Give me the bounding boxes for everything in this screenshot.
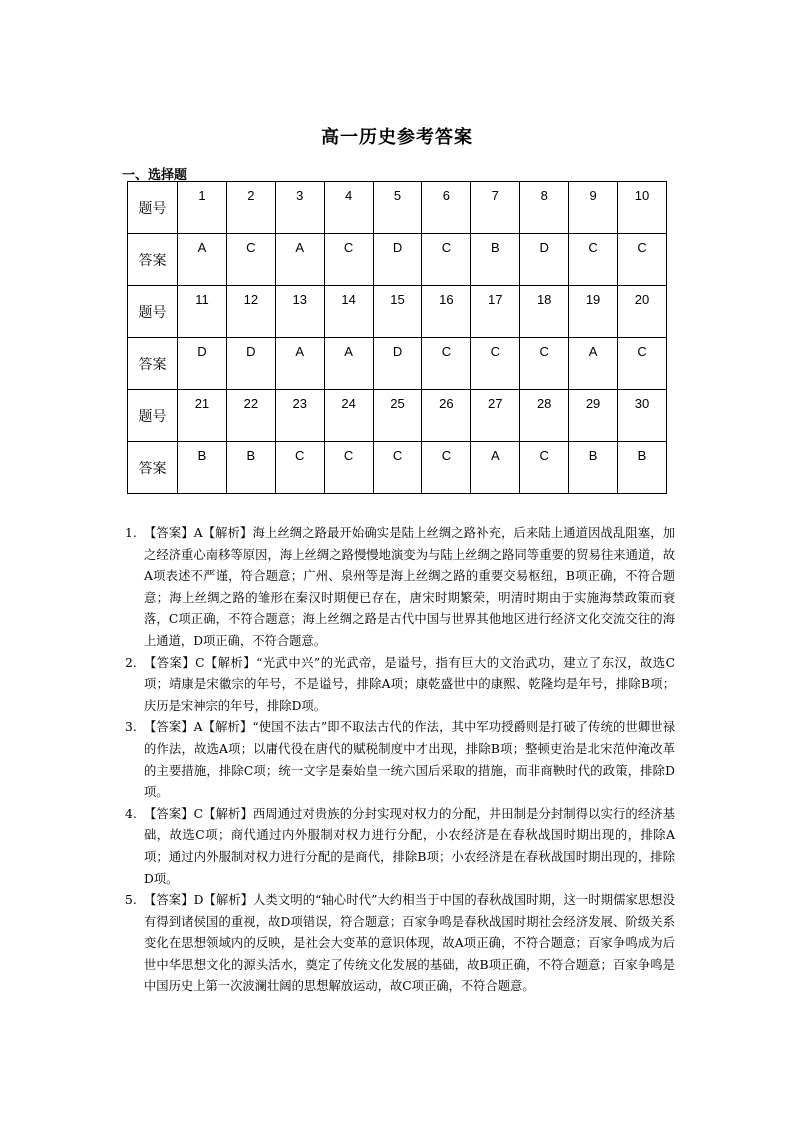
question-number: 21: [194, 396, 210, 411]
answer-cell: [618, 442, 667, 494]
question-number-cell: [178, 182, 227, 234]
question-number-cell: [569, 286, 618, 338]
explanation-number: 5.: [125, 893, 137, 908]
question-number-cell: [520, 390, 569, 442]
question-number: 9: [589, 188, 597, 203]
question-row-label: 题号: [128, 182, 178, 234]
answer-letter: C: [637, 344, 647, 359]
answer-cell: [422, 338, 471, 390]
answer-letter: C: [343, 240, 354, 255]
answer-letter: C: [441, 344, 452, 359]
answer-letter: D: [246, 344, 256, 359]
answer-cell: [471, 442, 520, 494]
question-number-cell: [618, 286, 667, 338]
question-number-cell: [618, 390, 667, 442]
explanation-item: [125, 717, 675, 803]
answer-cell: [569, 442, 618, 494]
question-number: 4: [345, 188, 353, 203]
answer-cell: [520, 338, 569, 390]
answer-cell: [178, 442, 227, 494]
question-number: 3: [296, 188, 304, 203]
question-number: 13: [292, 292, 307, 307]
answer-cell: [471, 234, 520, 286]
answer-letter: C: [392, 448, 403, 463]
answer-cell: [226, 234, 275, 286]
question-number-cell: [471, 390, 520, 442]
question-number: 25: [390, 396, 405, 411]
answer-letter: C: [637, 240, 647, 255]
question-number: 24: [341, 396, 356, 411]
question-number-cell: [226, 286, 275, 338]
explanation-item: [125, 890, 675, 998]
answer-letter: C: [539, 448, 549, 463]
answer-cell: [373, 338, 422, 390]
question-row-label: 题号: [128, 286, 178, 338]
question-number: 23: [292, 396, 307, 411]
answer-letter: A: [295, 344, 305, 359]
question-number-cell: [275, 286, 324, 338]
answer-cell: [422, 442, 471, 494]
question-number-cell: [422, 286, 471, 338]
answer-cell: [324, 442, 373, 494]
question-number-cell: [520, 286, 569, 338]
answer-cell: [275, 442, 324, 494]
question-number: 18: [536, 292, 552, 307]
answer-letter: C: [490, 344, 500, 359]
answer-row: [128, 442, 667, 494]
answer-row-label: 答案: [128, 338, 178, 390]
question-number: 5: [393, 188, 402, 203]
answer-letter: C: [295, 448, 305, 463]
question-row: [128, 286, 667, 338]
answer-cell: [520, 234, 569, 286]
answer-cell: [373, 234, 422, 286]
question-number: 28: [536, 396, 552, 411]
question-number-cell: [324, 390, 373, 442]
explanation-text: 【答案】A【解析】“使国不法古”即不取法古代的作法，其中军功授爵则是打破了传统的世卿世禄的作法，故选A项；以庸代役在唐代的赋税制度中才出现，排除B项；整顿吏治是北宋范仲淹改革的主要措施，排除C项；统一文字是秦始皇一统六国后采取的措施，而非商鞅时代的政策，排除D项。: [144, 720, 675, 800]
question-number: 1: [198, 188, 206, 203]
answer-letter: D: [197, 344, 207, 359]
answer-letter: B: [637, 448, 647, 463]
question-number-cell: [471, 286, 520, 338]
answer-letter: D: [392, 240, 403, 255]
question-number: 14: [341, 292, 356, 307]
question-number: 15: [390, 292, 405, 307]
answer-cell: [373, 442, 422, 494]
question-number-cell: [178, 390, 227, 442]
answer-letter: A: [197, 240, 207, 255]
question-number: 7: [491, 188, 499, 203]
answer-cell: [226, 338, 275, 390]
question-number-cell: [324, 182, 373, 234]
question-number-cell: [373, 182, 422, 234]
answer-letter: B: [588, 448, 598, 463]
section-heading: 一、选择题: [122, 168, 188, 183]
answer-cell: [275, 338, 324, 390]
answer-letter: C: [441, 448, 452, 463]
question-number-cell: [422, 390, 471, 442]
explanation-text: 【答案】A【解析】海上丝绸之路最开始确实是陆上丝绸之路补充，后来陆上通道因战乱阻塞，加之经济重心南移等原因，海上丝绸之路慢慢地演变为与陆上丝绸之路同等重要的贸易往来通道，故A项表述不严谨，符合题意；广州、泉州等是海上丝绸之路的重要交易枢纽，B项正确，不符合题意；海上丝绸之路的雏形在秦汉时期便已存在，唐宋时期繁荣，明清时期由于实施海禁政策而衰落，C项正确，不符合题意；海上丝绸之路是古代中国与世界其他地区进行经济文化交流交往的海上通道，D项正确，不符合题意。: [144, 526, 675, 648]
explanation-number: 1.: [125, 526, 137, 540]
question-number: 20: [634, 292, 650, 307]
question-number-cell: [520, 182, 569, 234]
question-number-cell: [373, 286, 422, 338]
question-number-cell: [422, 182, 471, 234]
question-number-cell: [569, 390, 618, 442]
answer-cell: [324, 234, 373, 286]
question-number: 11: [195, 292, 209, 307]
answer-letter: B: [246, 448, 256, 463]
explanation-item: [125, 523, 675, 653]
answer-cell: [520, 442, 569, 494]
question-number-cell: [471, 182, 520, 234]
answer-cell: [569, 234, 618, 286]
answer-table: [127, 181, 667, 494]
question-number: 8: [540, 188, 548, 203]
question-number: 17: [488, 292, 503, 307]
question-number: 22: [243, 396, 259, 411]
explanation-number: 2.: [125, 655, 137, 670]
answer-cell: [569, 338, 618, 390]
question-number: 30: [634, 396, 650, 411]
explanation-number: 3.: [125, 720, 137, 735]
question-row: [128, 182, 667, 234]
answer-letter: A: [490, 448, 500, 463]
answer-row: [128, 338, 667, 390]
question-number-cell: [275, 390, 324, 442]
question-number: 12: [243, 292, 259, 307]
question-number: 19: [585, 292, 601, 307]
question-number-cell: [618, 182, 667, 234]
answer-letter: D: [539, 240, 549, 255]
answer-letter: C: [246, 240, 256, 255]
answer-cell: [618, 338, 667, 390]
question-number: 16: [439, 292, 454, 307]
answer-row-label: 答案: [128, 234, 178, 286]
answer-cell: [275, 234, 324, 286]
question-number: 29: [585, 396, 601, 411]
explanation-list: [125, 523, 675, 998]
answer-letter: A: [344, 344, 353, 359]
answer-row: [128, 234, 667, 286]
answer-letter: B: [197, 448, 207, 463]
answer-row-label: 答案: [128, 442, 178, 494]
answer-cell: [226, 442, 275, 494]
question-number: 2: [247, 188, 255, 203]
question-number-cell: [178, 286, 227, 338]
question-number-cell: [226, 182, 275, 234]
question-number: 26: [439, 396, 454, 411]
question-number: 27: [488, 396, 503, 411]
explanation-item: [125, 804, 675, 890]
question-number-cell: [275, 182, 324, 234]
explanation-text: 【答案】C【解析】西周通过对贵族的分封实现对权力的分配，井田制是分封制得以实行的经济基础，故选C项；商代通过内外服制对权力进行分配，小农经济是在春秋战国时期出现的，排除A项；通过内外服制对权力进行分配的是商代，排除B项；小农经济是在春秋战国时期出现的，排除D项。: [144, 806, 675, 886]
explanation-text: 【答案】C【解析】“光武中兴”的光武帝，是谥号，指有巨大的文治武功，建立了东汉，故选C项；靖康是宋徽宗的年号，不是谥号，排除A项；康乾盛世中的康熙、乾隆均是年号，排除B项；庆历是宋神宗的年号，排除D项。: [144, 655, 675, 713]
question-number: 6: [442, 188, 451, 203]
answer-cell: [178, 234, 227, 286]
explanation-text: 【答案】D【解析】人类文明的“轴心时代”大约相当于中国的春秋战国时期，这一时期儒家思想没有得到诸侯国的重视，故D项错误，符合题意；百家争鸣是春秋战国时期社会经济发展、阶级关系变化在思想领域内的反映，是社会大变革的意识体现，故A项正确，不符合题意；百家争鸣成为后世中华思想文化的源头活水，奠定了传统文化发展的基础，故B项正确，不符合题意；百家争鸣是中国历史上第一次波澜壮阔的思想解放运动，故C项正确，不符合题意。: [144, 893, 675, 994]
answer-letter: A: [295, 240, 305, 255]
question-number: 10: [634, 188, 650, 203]
answer-cell: [618, 234, 667, 286]
answer-letter: A: [588, 344, 598, 359]
answer-cell: [178, 338, 227, 390]
explanation-item: [125, 653, 675, 718]
answer-letter: C: [343, 448, 354, 463]
answer-letter: C: [539, 344, 549, 359]
question-row: [128, 390, 667, 442]
answer-cell: [422, 234, 471, 286]
answer-cell: [324, 338, 373, 390]
question-row-label: 题号: [128, 390, 178, 442]
question-number-cell: [373, 390, 422, 442]
answer-letter: B: [490, 240, 500, 255]
page-title: 高一历史参考答案: [321, 127, 473, 148]
explanation-number: 4.: [125, 806, 137, 821]
question-number-cell: [324, 286, 373, 338]
answer-letter: C: [441, 240, 452, 255]
question-number-cell: [226, 390, 275, 442]
question-number-cell: [569, 182, 618, 234]
answer-letter: C: [588, 240, 598, 255]
answer-cell: [471, 338, 520, 390]
answer-letter: D: [392, 344, 403, 359]
